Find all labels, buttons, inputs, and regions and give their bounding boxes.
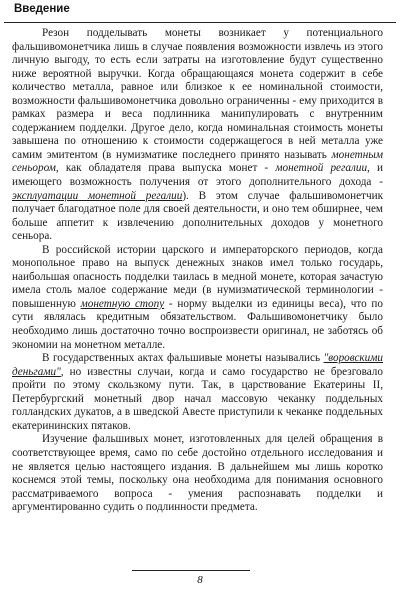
term-monetary-regalia: монетной регалии xyxy=(275,162,368,175)
paragraph-4-text-1: Изучение фальшивых монет, изготовленных для целей обращения в соответствующее время, само по себе достойно отдельного исследования и не является целью настоящего издания. В дальнейшем мы лишь коротко коснемся этой темы, поскольку она необходима для понимания основного рассматриваемого вопроса - умения распознавать подделки и аргументированно судить о подлинности предмета. xyxy=(12,433,383,514)
term-coin-standard: монетную стопу xyxy=(80,297,165,310)
term-regalia-exploitation: эксплуатации монетной регалии xyxy=(12,189,183,202)
paragraph-1-text-3: , и имеющего возможность получения от этого дополнительного дохода - xyxy=(12,162,383,189)
paragraph-1 xyxy=(12,27,383,244)
page-header xyxy=(4,2,396,23)
paragraph-2-text-2: - норму выделки из единицы веса), что по сути являлась кредитным обязательством. Фальшивомонетчику было необходимо лишь достаточно точно воспроизвести оригинал, не заботясь об экономии на монетном металле. xyxy=(12,297,383,351)
term-thieves-money: "воровскими деньгами" xyxy=(12,352,383,378)
paragraph-1-text-4: ). В этом случае фальшивомонетчик получает благодатное поле для своей деятельности, и оно тем обширнее, чем больше аппетит к извлечению дополнительных доходов у монетного сеньора. xyxy=(12,189,383,243)
footer-divider xyxy=(132,570,250,571)
paragraph-2 xyxy=(12,244,383,352)
paragraph-2-text-1: В российской истории царского и императорского периодов, когда монопольное право на выпуск денежных знаков имел только государь, наибольшая опасность подделки таилась в медной монете, которая зачастую имела столь малое содержание меди (в нумизматической терминологии - повышенную xyxy=(12,243,383,310)
paragraph-3-text-1: В государственных актах фальшивые монеты назывались xyxy=(42,352,324,365)
page-number: 8 xyxy=(197,574,203,586)
body-text xyxy=(12,27,383,515)
section-title: Введение xyxy=(14,3,70,15)
term-monetary-seignior: монетным сеньором xyxy=(12,148,383,175)
paragraph-3-text-2: , но известны случаи, когда и само государство не брезговало пройти по этому скользкому пути. Так, в царствование Екатерины II, Петербургский монетный двор начал массовую чеканку поддельных голландских дукатов, а в шведской Авесте приступили к чеканке поддельных екатерининских пятаков. xyxy=(12,365,383,432)
paragraph-1-text-1: Резон подделывать монеты возникает у потенциального фальшивомонетчика лишь в случае появления возможности извлечь из этого личную выгоду, то есть если затраты на изготовление будут существенно ниже вероятной выручки. Когда обращающаяся монета содержит в себе количество металла, равное или близкое к ее номинальной стоимости, возможности фальшивомонетчика довольно ограниченны - ему приходится в рамках размера и веса подлинника манипулировать с внутренним содержанием подделки. Другое дело, когда номинальная стоимость монеты завышена по отношению к стоимости содержащегося в ней металла уже самим эмитентом (в нумизматике последнего принято называть xyxy=(12,27,383,161)
paragraph-4 xyxy=(12,433,383,514)
paragraph-3 xyxy=(12,352,383,433)
paragraph-1-text-2: , как обладателя права выпуска монет - xyxy=(55,162,276,175)
